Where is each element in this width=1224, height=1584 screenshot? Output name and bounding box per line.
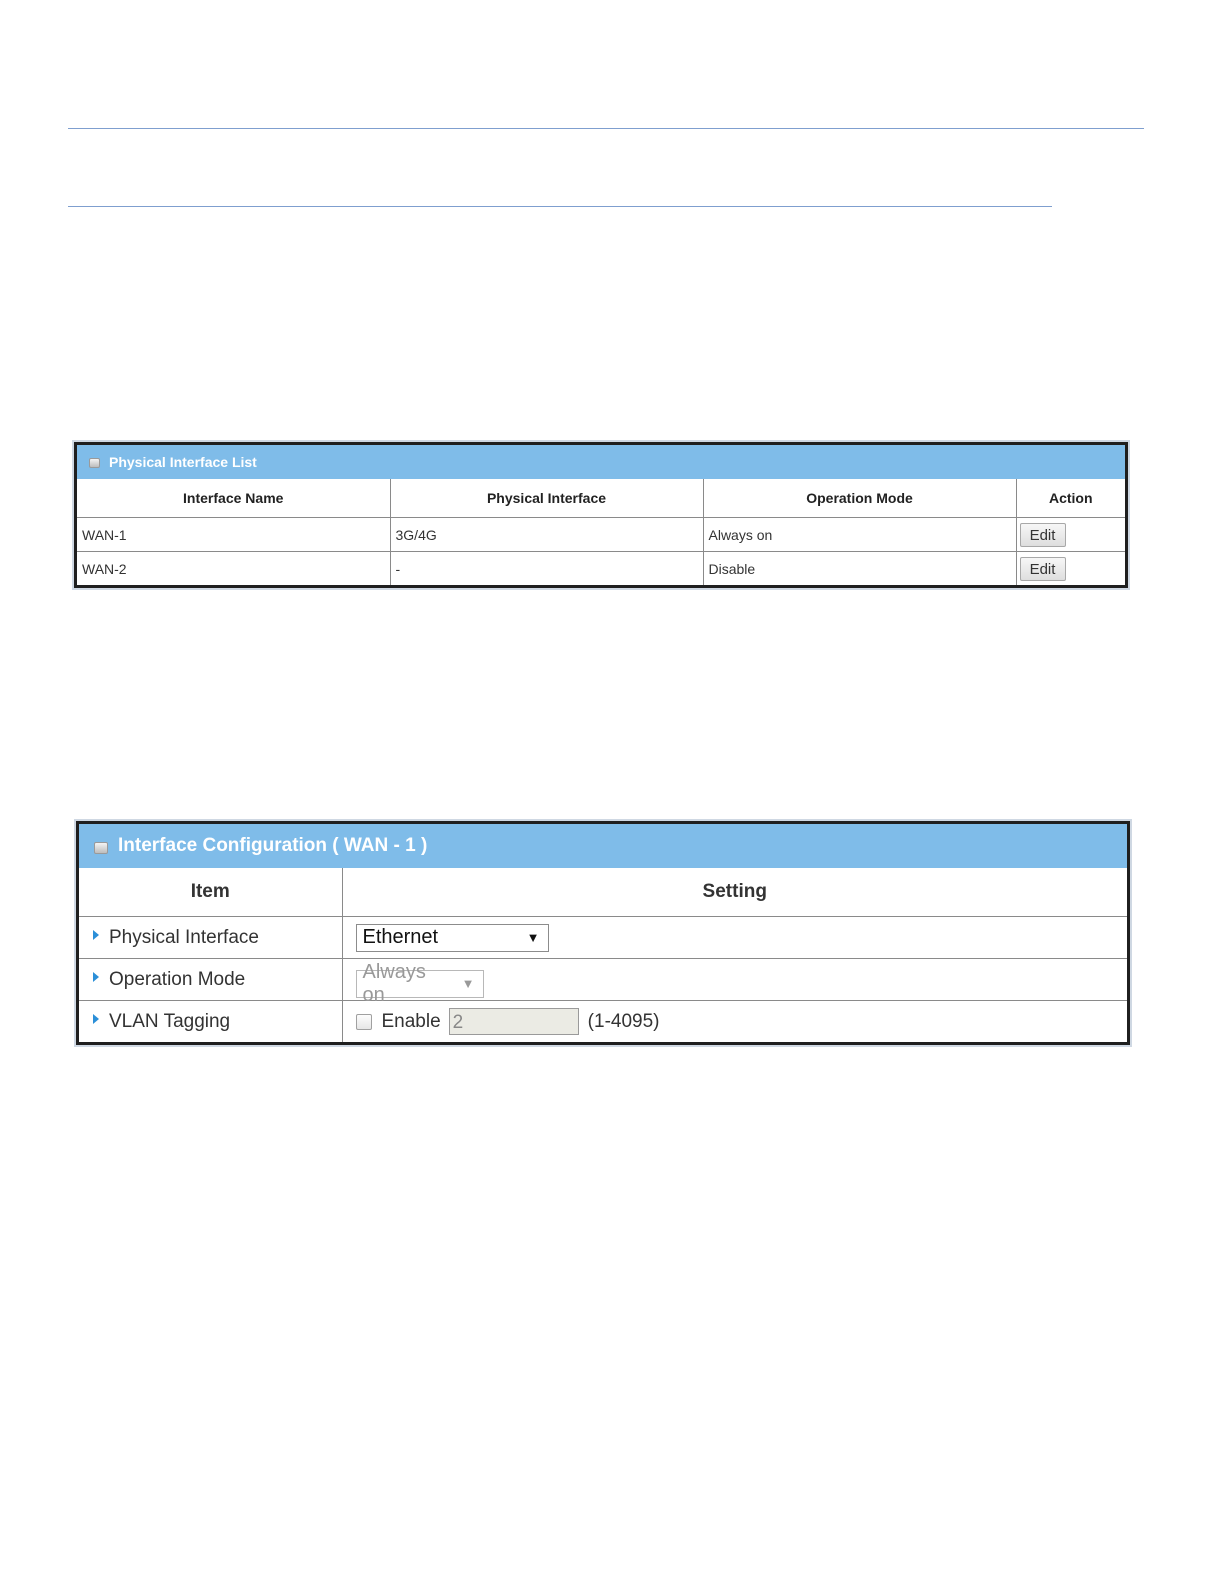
action-cell bbox=[1016, 552, 1125, 586]
checkbox-label: Enable bbox=[381, 1010, 441, 1032]
table-row bbox=[79, 917, 1127, 959]
column-header-item: Item bbox=[79, 868, 342, 917]
item-label: VLAN Tagging bbox=[109, 1010, 231, 1032]
action-cell bbox=[1016, 518, 1125, 552]
physical-interface-list-panel bbox=[74, 442, 1128, 588]
triangle-right-icon bbox=[93, 972, 99, 982]
table-row bbox=[79, 1001, 1127, 1043]
panel-header bbox=[77, 445, 1125, 479]
select-value: Ethernet bbox=[362, 926, 439, 948]
interface-name-cell: WAN-2 bbox=[77, 552, 390, 586]
physical-interface-cell: 3G/4G bbox=[390, 518, 703, 552]
edit-button-wan-2[interactable]: Edit bbox=[1020, 557, 1066, 581]
setting-cell bbox=[342, 917, 1127, 959]
table-row bbox=[77, 552, 1125, 586]
table-row bbox=[77, 518, 1125, 552]
table-row bbox=[79, 959, 1127, 1001]
item-label: Physical Interface bbox=[109, 926, 259, 948]
item-label: Operation Mode bbox=[109, 968, 246, 990]
operation-mode-cell: Disable bbox=[703, 552, 1016, 586]
vlan-enable-checkbox[interactable] bbox=[356, 1014, 372, 1030]
column-header: Physical Interface bbox=[390, 479, 703, 518]
setting-cell bbox=[342, 959, 1127, 1006]
panel-header-icon bbox=[94, 842, 108, 854]
section-divider bbox=[68, 206, 1052, 207]
item-cell bbox=[79, 917, 342, 959]
table-header-row bbox=[77, 479, 1125, 518]
physical-interface-table bbox=[77, 479, 1125, 585]
vlan-range-hint: (1-4095) bbox=[587, 1010, 660, 1032]
interface-configuration-panel bbox=[76, 821, 1130, 1045]
triangle-right-icon bbox=[93, 930, 99, 940]
item-cell bbox=[79, 959, 342, 1001]
panel-header bbox=[79, 824, 1127, 868]
interface-configuration-table bbox=[79, 868, 1127, 1042]
panel-title: Physical Interface List bbox=[109, 454, 257, 470]
column-header-setting: Setting bbox=[342, 868, 1127, 917]
chevron-down-icon: ▼ bbox=[461, 976, 475, 991]
item-cell bbox=[79, 1001, 342, 1043]
column-header: Operation Mode bbox=[703, 479, 1016, 518]
physical-interface-cell: - bbox=[390, 552, 703, 586]
top-divider bbox=[68, 128, 1144, 129]
select-value: Always on bbox=[362, 960, 426, 1006]
operation-mode-select[interactable] bbox=[356, 960, 484, 1006]
operation-mode-cell: Always on bbox=[703, 518, 1016, 552]
table-header-row bbox=[79, 868, 1127, 917]
setting-cell bbox=[342, 1001, 1127, 1043]
vlan-id-input[interactable]: 2 bbox=[449, 1008, 579, 1035]
column-header: Interface Name bbox=[77, 479, 390, 518]
chevron-down-icon: ▼ bbox=[526, 930, 540, 945]
panel-title: Interface Configuration ( WAN - 1 ) bbox=[118, 835, 428, 856]
triangle-right-icon bbox=[93, 1014, 99, 1024]
edit-button-wan-1[interactable]: Edit bbox=[1020, 523, 1066, 547]
physical-interface-select[interactable] bbox=[356, 924, 549, 952]
panel-header-icon bbox=[89, 458, 100, 468]
column-header: Action bbox=[1016, 479, 1125, 518]
interface-name-cell: WAN-1 bbox=[77, 518, 390, 552]
